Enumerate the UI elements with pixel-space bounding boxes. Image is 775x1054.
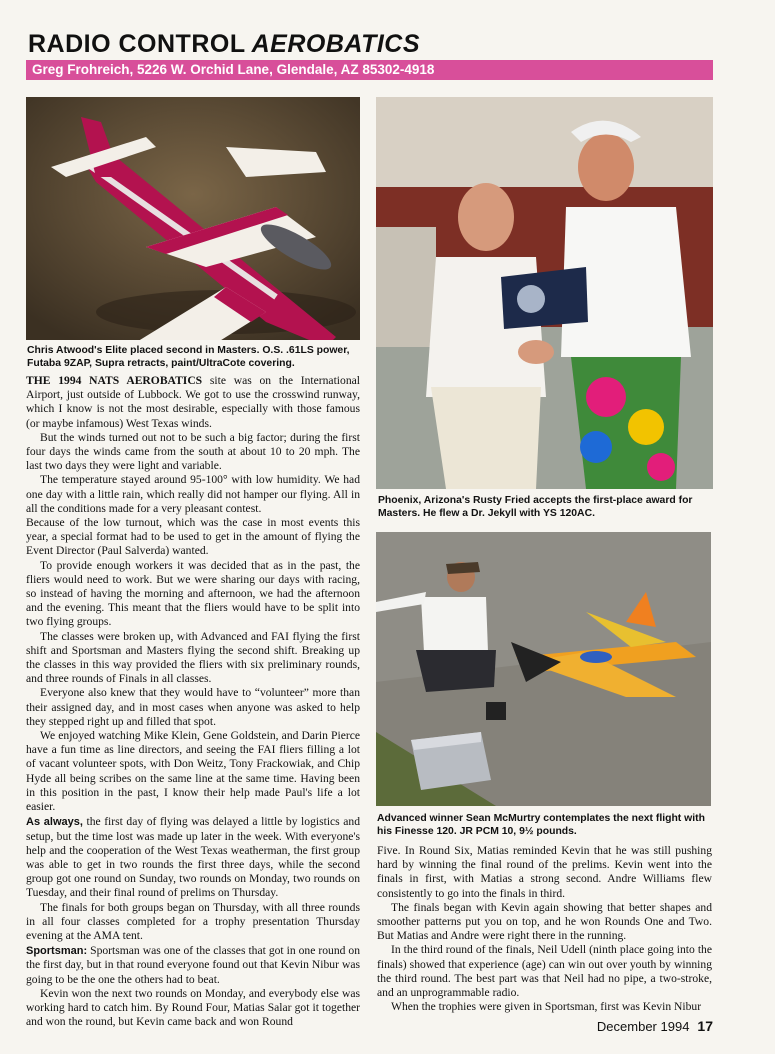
paragraph-text: site was on the International Airport, just outside of Lubbock. We got to use the crosswind runway, which I know is not the most desirable, especially with those famous (or maybe infamous) West Texas winds. <box>26 374 360 430</box>
paragraph: Because of the low turnout, which was the case in most events this year, a special format had to be used to get in the amount of flying the Event Director (Paul Salverda) wanted. <box>26 516 360 558</box>
title-main: RADIO CONTROL <box>28 30 246 58</box>
article-left-column <box>26 374 360 1029</box>
caption-photo-1: Chris Atwood's Elite placed second in Masters. O.S. .61LS power, Futaba 9ZAP, Supra retracts, paint/UltraCote covering. <box>27 345 350 369</box>
paragraph: The finals began with Kevin again showing that better shapes and smoother patterns put you on top, and he won Rounds One and Two. But Matias and Andre were right there in the running. <box>377 900 712 943</box>
paragraph: Kevin won the next two rounds on Monday, and everybody else was working hard to catch him. By Round Four, Matias Salar got it together and won the round, but Kevin came back and won Round <box>26 986 360 1029</box>
paragraph-text: the first day of flying was delayed a little by logistics and setup, but the time lost was made up later in the week. With everyone's help and the cooperation of the West Texas weatherman, the first group was able to get in two rounds the first three days, while the second group got one round on Sunday, two rounds on Monday, two rounds on Tuesday, and their final round of prelims on Thursday. <box>26 815 360 900</box>
issue-date: December 1994 <box>596 1019 690 1034</box>
paragraph-text: Sportsman was one of the classes that got in one round on the first day, but in that round everyone found out that Kevin Nibur was going to be the one the others had to beat. <box>26 944 360 986</box>
lead-in: Sportsman: <box>26 945 88 958</box>
page-number: 17 <box>697 1018 713 1034</box>
author-byline: Greg Frohreich, 5226 W. Orchid Lane, Glendale, AZ 85302-4918 <box>26 60 713 80</box>
photo-elite-airplane <box>26 97 360 340</box>
advanced-winner-illustration <box>376 532 711 806</box>
paragraph: To provide enough workers it was decided that as in the past, the fliers would need to work. But we were sharing our days with racing, so instead of having the morning and afternoon, we had the afternoon and the evening. This meant that the fliers would have to be split into two flying groups. <box>26 558 360 629</box>
paragraph: In the third round of the finals, Neil Udell (ninth place going into the finals) showed that experience (age) can win out over youth by winning the third round. The best part was that Neil had no pipe, a two-stroke, and an unprogrammable radio. <box>377 943 712 1000</box>
paragraph <box>26 374 360 431</box>
paragraph: But the winds turned out not to be such a big factor; during the first four days the winds came from the south at about 10 to 20 mph. The last two days they were light and variable. <box>26 430 360 473</box>
paragraph <box>26 944 360 987</box>
section-title <box>28 30 420 59</box>
airplane-illustration <box>26 97 360 340</box>
page-footer <box>597 1018 713 1034</box>
paragraph: Everyone also knew that they would have to “volunteer” more than their assigned day, and in most cases when anyone was asked to help they stepped right up and filled that spot. <box>26 686 360 728</box>
title-italic: AEROBATICS <box>251 30 421 58</box>
paragraph: The finals for both groups began on Thursday, with all three rounds in all four classes completed for a trophy presentation Thursday evening at the AMA tent. <box>26 900 360 942</box>
paragraph: Five. In Round Six, Matias reminded Kevin that he was still pushing hard by winning the final round of the prelims. Kevin went into the finals in first, with Matias a strong second. Andre Williams flew consistently to go into the finals in third. <box>377 844 712 900</box>
lead-in: As always, <box>26 816 83 829</box>
paragraph <box>26 815 360 900</box>
paragraph: The classes were broken up, with Advanced and FAI flying the first shift and Sportsman and Masters flying the second shift. Breaking up the classes in this way provided the fliers with six preliminary rounds, and three rounds of Finals in all classes. <box>26 629 360 686</box>
award-scene-illustration <box>376 97 713 489</box>
paragraph: When the trophies were given in Sportsman, first was Kevin Nibur <box>391 1000 702 1014</box>
caption-photo-3: Advanced winner Sean McMurtry contemplates the next flight with his Finesse 120. JR PCM 10, 9½ pounds. <box>377 813 705 837</box>
photo-advanced-winner <box>376 532 711 806</box>
caption-photo-2: Phoenix, Arizona's Rusty Fried accepts the first-place award for Masters. He flew a Dr. Jekyll with YS 120AC. <box>378 495 693 519</box>
article-right-column <box>377 844 712 1014</box>
paragraph: We enjoyed watching Mike Klein, Gene Goldstein, and Darin Pierce have a fun time as line directors, and seeing the FAI fliers filling a lot of vacant volunteer spots, with Don Weitz, Tony Frackowiak, and Chip Hyde all being scribes on the same line at the same time. Having been in this position in the past, I know their help made Paul's life a lot easier. <box>26 729 360 814</box>
lead-in: THE 1994 NATS AEROBATICS <box>26 374 203 387</box>
paragraph: The temperature stayed around 95-100° with low humidity. We had one day with a little rain, which really did not hamper our flying. All in all the conditions made for a very pleasant contest. <box>26 473 360 515</box>
photo-award-presentation <box>376 97 713 489</box>
